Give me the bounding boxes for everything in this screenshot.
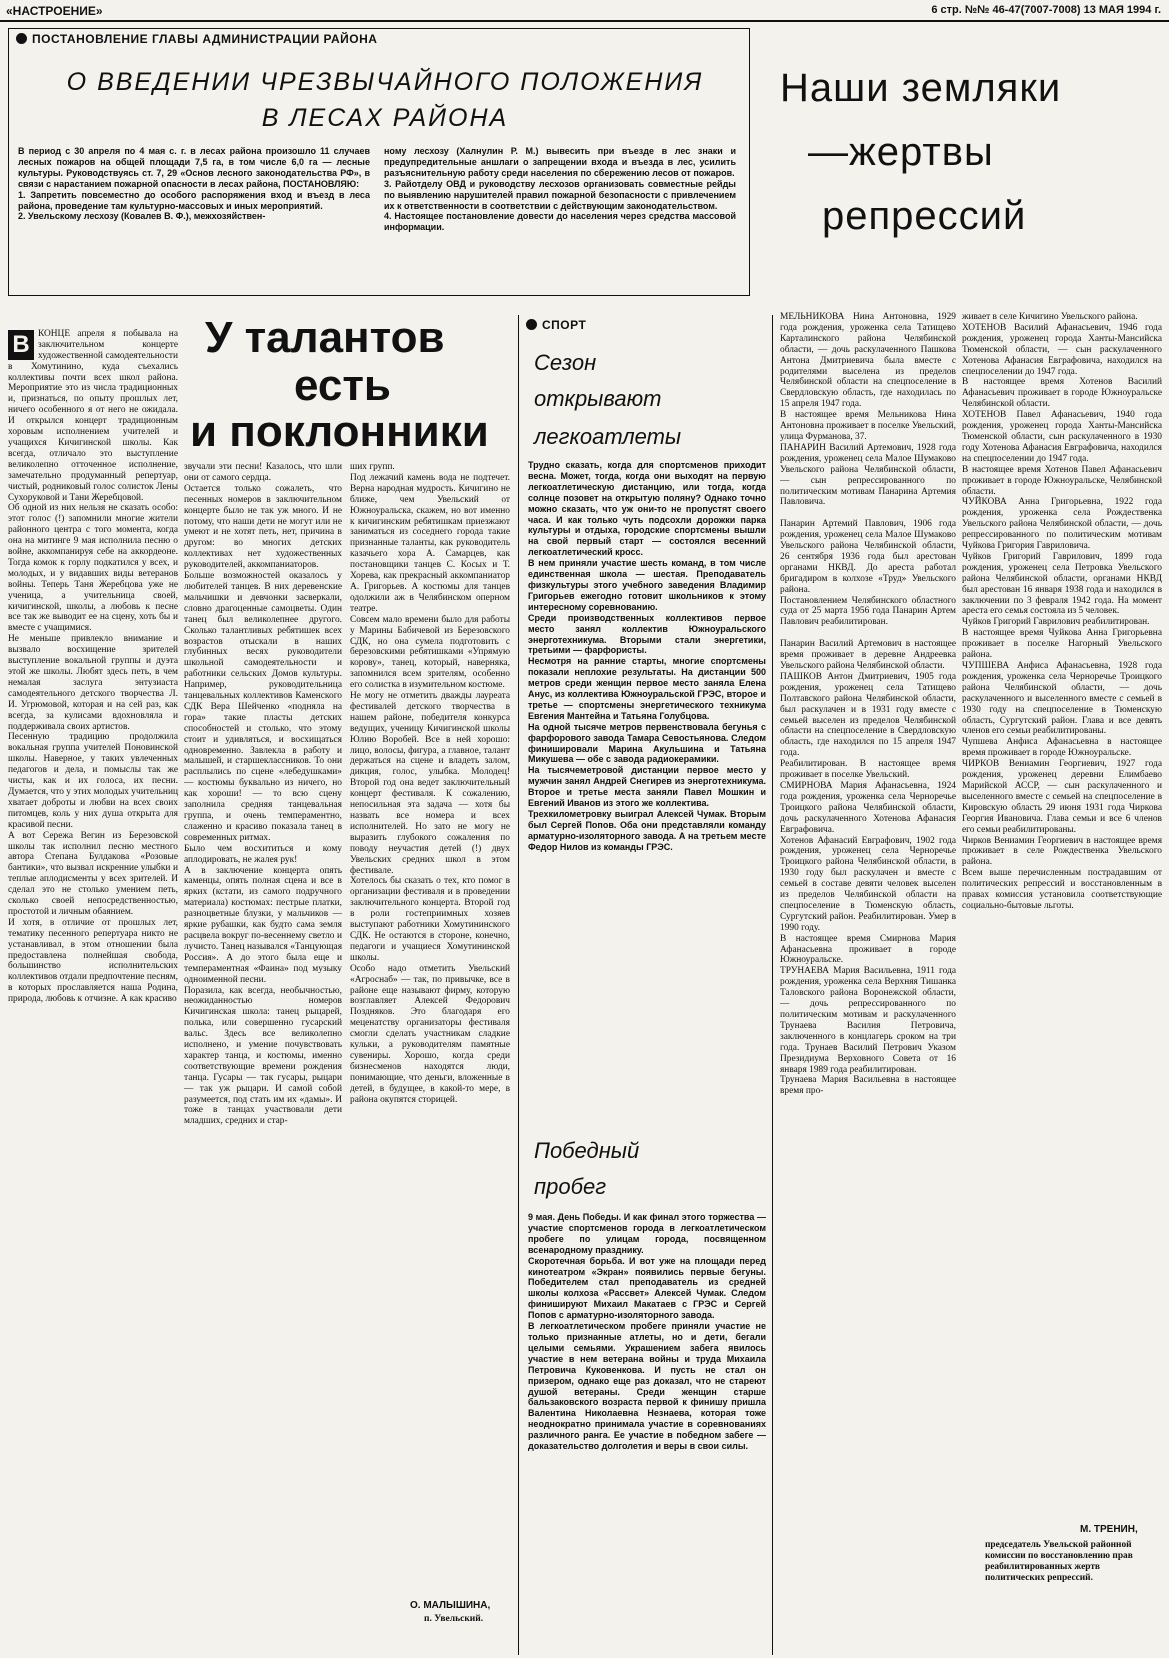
- bullet-icon: [526, 319, 537, 330]
- divider-2: [772, 315, 773, 1655]
- repressions-heading-line3: репрессий: [822, 194, 1027, 238]
- sport-title-line1: Сезон: [534, 350, 597, 375]
- decree-text-col1: В период с 30 апреля по 4 мая с. г. в лесах района произошло 11 случаев лесных пожаров на общей площади 7,5 га, в том числе 6,0 га — лесные культуры. Руководствуясь ст. 7, 29 «Основ лесного законодательства РФ», в связи с нарастанием пожарной опасности в лесах района, ПОСТАНОВЛЯЮ: 1. Запретить повсеместно до особого распоряжения вход и въезд в леса района, проведение там культурно-массовых и иных мероприятий. 2. Увельскому лесхозу (Ковалев В. Ф.), межхозяйствен-: [18, 146, 370, 222]
- decree-title-line1: О ВВЕДЕНИИ ЧРЕЗВЫЧАЙНОГО ПОЛОЖЕНИЯ: [66, 68, 704, 96]
- talents-col1-text: КОНЦЕ апреля я побывала на заключительном концерте художественной самодеятельности в Хомутинино, куда съехались коллективы почти всех школ района. Мероприятие это из числа традиционных и, признаться, по опыту прошлых лет, ничего особенного я от него не ожидала. И открылся концерт традиционным хоровым исполнением учителей и учащихся Кичигинской школы. Как всегда, отличало это выступление великолепно отточенное исполнение, замечательно продуманный репертуар, чистый, родниковый голос солисток Лены Сухоруковой и Тани Жеребцовой. Об одной из них нельзя не сказать особо: этот голос (!) запомнили многие жители районного центра с того момента, когда она на митинге 9 мая исполнила песню о войне, аккомпанируя себе на аккордеоне. Тогда комок к горлу подкатился у всех, и молодых, и у видавших виды ветеранов войны. Теперь Таня Жеребцова уже не ученица, а учительница своей, кичигинской, школы, а любовь к песне все так же выводит ее на сцену, хоть бы и вместе с учащимися. Не меньше привлекло внимание и вызвало восхищение зрителей выступление вокальной группы и дуэта этой же школы. Любят здесь петь, в чем немалая заслуга энтузиаста самодеятельного детского творчества Л. И. Угрюмовой, которая и на сей раз, как всегда, за кулисами вдохновляла и поддерживала своих артистов. Песенную традицию продолжила вокальная группа учителей Поновинской школы. Наверное, у таких увлеченных педагогов и дела, и помыслы так же чисты, как и их голоса, их песни. Думается, что у этих молодых учительниц хватает доброты и любви на всех своих питомцев, коль у них душа открыта для красивой песни. А вот Сережа Вегин из Березовской школы так исполнил песню местного автора Степана Булдакова «Розовые бантики», что вызвал искренние улыбки и теплые аплодисменты у всех зрителей. И сделал это не столько умением петь, сколько своей непосредственностью, простотой и личным обаянием. И хотя, в отличие от прошлых лет, тематику песенного репертуара никто не устанавливал, в этом отношении была предоставлена полнейшая свобода, большинство исполнительских коллективов отдали предпочтение песням, в которых прославляется наша Родина, природа, любовь к отчизне. А как красиво: [8, 328, 178, 1005]
- divider-1: [518, 315, 519, 1655]
- victims-col1: МЕЛЬНИКОВА Нина Антоновна, 1929 года рождения, уроженка села Татищево Карталинского района Челябинской области, — дочь раскулаченного Пашкова Антона Дмитриевича была вместе с родителями выселена из пределов Челябинской области на спецпоселение в Свердловскую область, где находилась по 15 апреля 1947 года. В настоящее время Мельникова Нина Антоновна проживает в поселке Увельский, улица Фурманова, 37. ПАНАРИН Василий Артемович, 1928 года рождения, уроженец села Малое Шумаково Увельского района Челябинской области, — сын репрессированного по политическим мотивам Панарина Артемия Павловича. Панарин Артемий Павлович, 1906 года рождения, уроженец села Малое Шумаково Увельского района Челябинской области, 26 сентября 1936 года был арестован органами НКВД. До ареста работал бригадиром в колхозе «Труд» Увельского района. Постановлением Челябинского областного суда от 25 марта 1956 года Панарин Артем Павлович реабилитирован. Панарин Василий Артемович в настоящее время проживает в деревне Андреевка Увельского района Челябинской области. ПАШКОВ Антон Дмитриевич, 1905 года рождения, уроженец села Татищево Полтавского района Челябинской области, был раскулачен и в 1931 году вместе с семьей выселен из пределов Челябинской области на спецпоселение в Свердловскую область, где находился по 15 апреля 1947 года. Реабилитирован. В настоящее время проживает в поселке Увельский. СМИРНОВА Мария Афанасьевна, 1924 года рождения, уроженка села Черноречье Троицкого района Челябинской области, дочь раскулаченного Хотенова Афанасия Евграфовича. Хотенов Афанасий Евграфович, 1902 года рождения, уроженец села Черноречье Троицкого района Челябинской области, в 1930 году был раскулачен и вместе с семьей в составе девяти человек выселен из пределов Челябинской области на спецпоселение в Тюменскую область, Сургутский район. Реабилитирован. Умер в 1990 году. В настоящее время Смирнова Мария Афанасьевна проживает в городе Южноуральске. ТРУНАЕВА Мария Васильевна, 1911 года рождения, уроженка села Верхняя Тишанка Таловского района Воронежской области, — дочь репрессированного по политическим мотивам и раскулаченного Трунаева Василия Петровича, заключенного в концлагерь сроком на три года. Трунаев Василий Петрович Указом Президиума Верховного Совета от 16 января 1989 года реабилитирован. Трунаева Мария Васильевна в настоящее время про-: [780, 312, 956, 1097]
- sport-kicker: СПОРТ: [526, 318, 586, 332]
- decree-kicker: ПОСТАНОВЛЕНИЕ ГЛАВЫ АДМИНИСТРАЦИИ РАЙОНА: [16, 32, 377, 46]
- talents-col3: ших групп. Под лежачий камень вода не подтечет. Верна народная мудрость. Кичигино не ближе, чем Увельский от Южноуральска, скажем, но вот именно к кичигинским ребятишкам приезжают заниматься из соседнего города такие признанные таланты, как руководитель казачьего хора А. Самарцев, как постановщики танцев С. Косых и Т. Хорева, как прекрасный аккомпаниатор А. Григорьев. А костюмы для танцев одолжили аж в Челябинском оперном театре. Совсем мало времени было для работы у Марины Бабичевой из Березовского СДК, но она сумела подготовить с березовскими ребятишками «Упрямую корову», танец, который, наверняка, запомнился всем зрителям, особенно его солистка в изумительном костюме. Не могу не отметить дважды лауреата фестивалей детского творчества в нашем районе, победителя конкурса ведущих, ученицу Кичигинской школы Юлию Воробей. Все в ней хорошо: лицо, волосы, фигура, а главное, талант держаться на сцене и владеть залом, дикция, голос, улыбка. Молодец! Второй год она ведет заключительный концерт фестиваля. К сожалению, непосильная эта задача — хотя бы назвать все номера и всех исполнителей. Но зато не могу не выразить глубокого сожаления по поводу неучастия детей (!) двух Увельских средних школ в этом фестивале. Хотелось бы сказать о тех, кто помог в организации фестиваля и в проведении заключительного концерта. Второй год в роли гостеприимных хозяев выступают работники Хомутининского СДК. Не остаются в стороне, конечно, педагоги и учащиеся Хомутининской школы. Особо надо отметить Увельский «Агроснаб» — так, по привычке, все в районе еще называют фирму, которую возглавляет Алексей Федорович Поздняков. Это благодаря его меценатству организаторы фестиваля смогли сделать участникам сладкие кульки, а руководителям памятные сувениры. Хорошо, когда среди бизнесменов находятся люди, понимающие, что деньги, вложенные в детей, в будущее, в какой-то мере, в района окупятся сторицей.: [350, 462, 510, 1105]
- repressions-heading-line1: Наши земляки: [780, 66, 1062, 110]
- victims-signature: М. ТРЕНИН,: [1080, 1524, 1138, 1535]
- talents-signature-place: п. Увельский.: [424, 1614, 484, 1624]
- sport-title-line2: открывают: [534, 386, 662, 411]
- talents-col1: [8, 318, 178, 1653]
- sport-title2-line2: пробег: [534, 1174, 607, 1199]
- masthead-left: «НАСТРОЕНИЕ»: [6, 4, 103, 18]
- decree-title-line2: В ЛЕСАХ РАЙОНА: [261, 104, 509, 132]
- talents-title-line2: есть: [294, 361, 391, 410]
- talents-col2: звучали эти песни! Казалось, что шли они от самого сердца. Остается только сожалеть, что песенных номеров в заключительном концерте было не так уж много. И не потому, что наши дети не могут или не умеют и не хотят петь, нет, причина в другом: во многих детских коллективах нет художественных руководителей, аккомпаниаторов. Больше возможностей оказалось у любителей танцев. В них деревенские мальчишки и девчонки засверкали, словно драгоценные самоцветы. Один танец был великолепнее другого. Сколько талантливых ребятишек всех возрастов отыскали в наших глубинных весях руководители школьной самодеятельности и работники сельских Домов культуры. Например, руководительница танцевальных коллективов Каменского СДК Вера Шейченко «подняла на гора» такие пласты детских способностей и столько, что этому стоит и удивляться, и восхищаться одновременно. Завлекла в работу и малышей, и старшеклассников. То они расплылись по сцене «лебедушками» — костюмы буквально из ничего, но как хороши! — то всю сцену заполнила средняя танцевальная группа, и очень темпераментно, слаженно и красиво показала танец в современных ритмах. Было чем восхититься и кому аплодировать, не жалея рук! А в заключение концерта опять каменцы, опять полная сцена и все в ярких (кстати, из самого подручного материала) костюмах: пестрые платки, разноцветные блузки, у мальчиков — яркие рубашки, как будто сама земля расцвела вокруг по-весеннему светло и лучисто. Танец назывался «Танцующая Россия». А до этого была еще и темпераментная «Фаина» под музыку одноименной песни. Поразила, как всегда, необычностью, неожиданностью номеров Кичигинская школа: танец рыцарей, полька, или совершенно гусарский вальс. Здесь все великолепно исполнено, и умение почувствовать характер танца, и костюмы, именно соответствующие времени рождения танца. Гусары — так гусары, рыцари — так уж рыцари. И самой собой разумеется, под стать им их «дамы». И тоже в танцах участвовали дети младших, средних и стар-: [184, 462, 342, 1127]
- sport-title-line3: легкоатлеты: [534, 424, 682, 449]
- repressions-heading-line2: —жертвы: [808, 130, 994, 174]
- sport-body2: 9 мая. День Победы. И как финал этого торжества — участие спортсменов города в легкоатлетическом пробеге по улицам города, посвященном всенародному празднику. Скоротечная борьба. И вот уже на площади перед кинотеатром «Экран» появились первые бегуны. Победителем стал преподаватель из средней школы колхоза «Рассвет» Алексей Чумак. Следом финишируют Михаил Макатаев с ГРЭС и Сергей Попов с арматурно-изоляторного завода. В легкоатлетическом пробеге приняли участие не только признанные атлеты, но и дети, бегали целыми семьями. Украшением забега явилось участие в нем ветерана войны и труда Михаила Петровича Куковенкова. И пусть не стал он призером, однако еще раз доказал, что не стареют душой ветераны. Среди женщин старше бальзаковского возраста первой к финишу пришла Валентина Николаевна Незнаева, которая тоже неоднократно принимала участие в соревнованиях различного ранга. Ее участие в победном забеге — доказательство долголетия и веры в свои силы.: [528, 1212, 766, 1452]
- bullet-icon: [16, 33, 27, 44]
- masthead-rule: [0, 20, 1169, 22]
- sport-body1: Трудно сказать, когда для спортсменов приходит весна. Может, тогда, когда они выходят на первую легкоатлетическую дистанцию, или тогда, когда солнце позовет на открытую поляну? Однако точно можно сказать, что уж они-то не пропустят своего часа. И как только чуть подсохли дорожки парка культуры и отдыха, городские спортсмены вышли на свой первый старт — состоялся весенний легкоатлетический кросс. В нем приняли участие шесть команд, в том числе единственная школа — шестая. Преподаватель физкультуры этого учебного заведения Владимир Григорьев ежегодно готовит школьников к этому интересному соревнованию. Среди производственных коллективов первое место занял коллектив Южноуральского энерготехникума. Вторыми стали энергетики, третьими — фарфористы. Несмотря на ранние старты, многие спортсмены показали неплохие результаты. На дистанции 500 метров среди женщин первое место заняла Елена Анус, из коллектива Южноуральской ГРЭС, второе и третье — спортсмены энергетического техникума Евгения Мантейна и Татьяна Голубцова. На одной тысяче метров первенствовала бегунья с фарфорового завода Тамара Севостьянова. Следом финишировали Марина Акульшина и Татьяна Микушева — обе с завода радиокерамики. На тысячеметровой дистанции первое место у мужчин занял Андрей Снегирев из энерготехникума. Второе и третье места заняли Павел Мошкин и Евгений Иванов из этого же коллектива. Трехкилометровку выиграл Алексей Чумак. Вторым был Сергей Попов. Оба они представляли команду арматурно-изоляторного завода. А на третьем месте Федор Нилов из команды ГРЭС.: [528, 460, 766, 852]
- sport-title2-line1: Победный: [534, 1138, 640, 1163]
- talents-signature: О. МАЛЫШИНА,: [410, 1600, 491, 1611]
- decree-text-col2: ному лесхозу (Халнулин Р. М.) вывесить при въезде в лес знаки и предупредительные аншлаги о запрещении входа и въезда в лес, усилить разъяснительную работу среди населения по сбережению лесов от пожаров. 3. Райотделу ОВД и руководству лесхозов организовать совместные рейды по выявлению нарушителей правил пожарной безопасности с привлечением их к ответственности в соответствии с действующим законодательством. 4. Настоящее постановление довести до населения через средства массовой информации.: [384, 146, 736, 233]
- talents-title-line1: У талантов: [205, 313, 445, 362]
- victims-signature-role: председатель Увельской районной комиссии по восстановлению прав реабилитированных жертв политических репрессий.: [985, 1540, 1133, 1583]
- drop-cap: В: [8, 330, 34, 360]
- masthead-right: 6 стр. №№ 46-47(7007-7008) 13 МАЯ 1994 г.: [931, 4, 1161, 16]
- talents-title-line3: и поклонники: [190, 407, 489, 456]
- victims-col2: живает в селе Кичигино Увельского района. ХОТЕНОВ Василий Афанасьевич, 1946 года рождения, уроженец города Ханты-Мансийска Тюменской области, — сын раскулаченного Хотенова Афанасия Евграфовича, находился на спецпоселении до 1947 года. В настоящее время Хотенов Василий Афанасьевич проживает в городе Южноуральске Челябинской области. ХОТЕНОВ Павел Афанасьевич, 1940 года рождения, уроженец города Ханты-Мансийска Тюменской области, сын раскулаченного в 1930 году Хотенова Афанасия Евграфовича, находился на спецпоселении до 1947 года. В настоящее время Хотенов Павел Афанасьевич проживает в городе Южноуральске, Челябинской области. ЧУЙКОВА Анна Григорьевна, 1922 года рождения, уроженка села Рождественка Увельского района Челябинской области, — дочь репрессированного по политическим мотивам Чуйкова Григория Гавриловича. Чуйков Григорий Гаврилович, 1899 года рождения, уроженец села Петровка Увельского района Челябинской области, органами НКВД был арестован 16 января 1938 года и находился в заключении по 3 февраля 1942 года. На момент ареста его семья состояла из 5 человек. Чуйков Григорий Гаврилович реабилитирован. В настоящее время Чуйкова Анна Григорьевна проживает в поселке Нагорный Увельского района. ЧУПШЕВА Анфиса Афанасьевна, 1928 года рождения, уроженка села Черноречье Троицкого района Челябинской области, — дочь раскулаченного и выселенного вместе с семьей в 1930 году на спецпоселение в Тюменскую область, Сургутский район. Глава и все девять членов его семьи реабилитированы. Чупшева Анфиса Афанасьевна в настоящее время проживает в городе Южноуральске. ЧИРКОВ Вениамин Георгиевич, 1927 года рождения, уроженец деревни Елимбаево Марийской АССР, — сын раскулаченного и выселенного вместе с семьей на спецпоселение в Кировскую область 29 июня 1931 года Чиркова Георгия Ивановича. Глава семьи и все 6 членов его семьи реабилитированы. Чирков Вениамин Георгиевич в настоящее время проживает в селе Рождественка Увельского района. Всем выше перечисленным пострадавшим от политических репрессий и восстановленным в правах комиссия установила соответствующие социально-бытовые льготы.: [962, 312, 1162, 911]
